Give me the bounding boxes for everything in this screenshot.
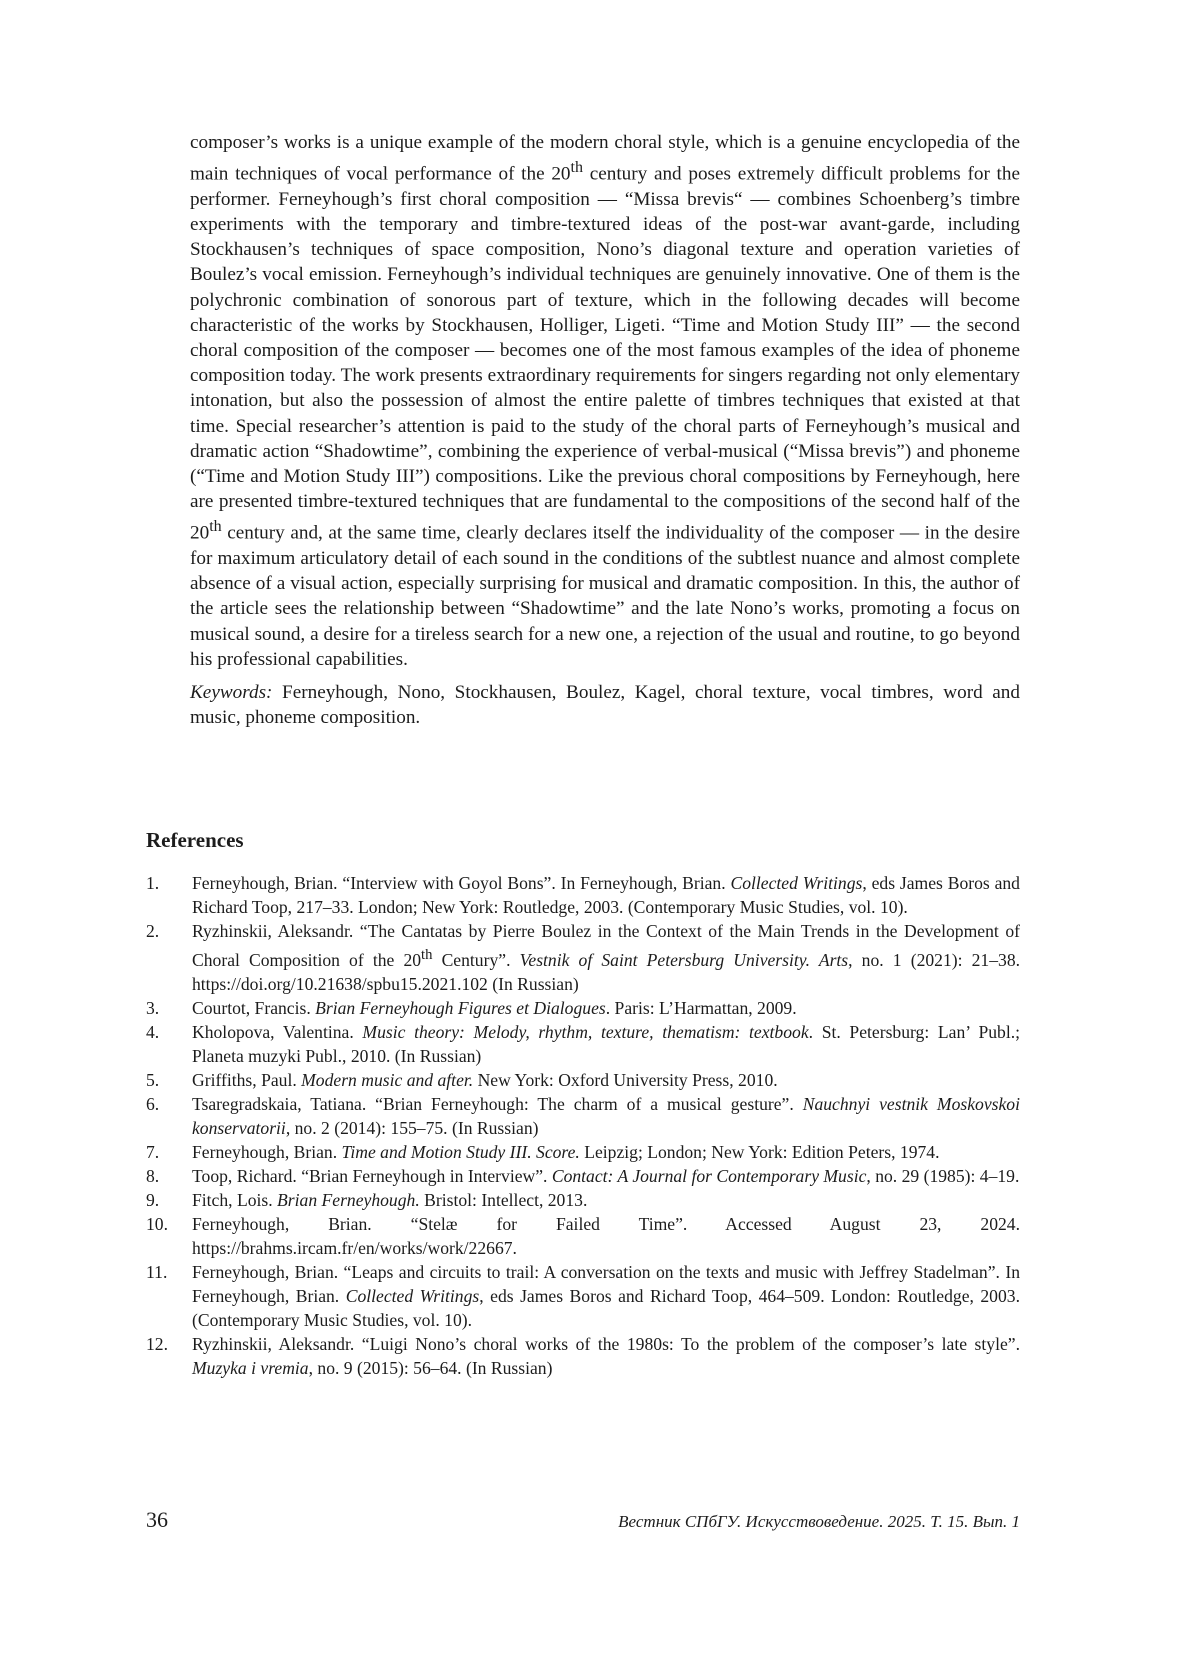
- reference-item: [146, 1020, 1020, 1068]
- reference-part: Ferneyhough, Brian. “Interview with Goyol Bons”. In Ferneyhough, Brian.: [192, 873, 731, 893]
- reference-part: Toop, Richard. “Brian Ferneyhough in Interview”.: [192, 1165, 552, 1186]
- reference-number: 11.: [146, 1261, 168, 1282]
- reference-part: Ferneyhough, Brian. “Stelæ for Failed Time”. Accessed August 23, 2024. https://brahms.ircam.fr/en/works/work/22667.: [192, 1213, 1020, 1258]
- reference-part: , eds James Boros and Richard Toop, 217–33. London; New York: Routledge, 2003. (Contemporary Music Studies, vol. 10).: [192, 873, 1020, 917]
- reference-text: [192, 1332, 1020, 1380]
- reference-number: 10.: [146, 1213, 168, 1234]
- reference-item: [146, 1188, 1020, 1212]
- reference-number: 9.: [146, 1189, 160, 1210]
- reference-text: [192, 1188, 1020, 1212]
- reference-part: , no. 2 (2014): 155–75. (In Russian): [285, 1117, 539, 1138]
- reference-italic: Contact: A Journal for Contemporary Music: [551, 1165, 867, 1186]
- reference-part: New York: Oxford University Press, 2010.: [473, 1069, 778, 1090]
- reference-text: [192, 1164, 1020, 1188]
- superscript-ordinal: th: [209, 518, 222, 536]
- reference-part: , eds James Boros and Richard Toop, 464–509. London: Routledge, 2003. (Contemporary Music Studies, vol. 10).: [192, 1285, 1020, 1330]
- reference-part: Griffiths, Paul.: [192, 1069, 302, 1090]
- reference-part: Ferneyhough, Brian. “Leaps and circuits to trail: A conversation on the texts and music with Jeffrey Stadelman”. In Ferneyhough, Brian.: [192, 1261, 1020, 1306]
- reference-italic: Brian Ferneyhough Figures et Dialogues: [315, 997, 606, 1018]
- reference-number: 2.: [146, 921, 160, 941]
- reference-text: [192, 1212, 1020, 1260]
- reference-number: 8.: [146, 1165, 160, 1186]
- reference-text: [192, 1260, 1020, 1332]
- reference-part: Ryzhinskii, Aleksandr. “Luigi Nono’s choral works of the 1980s: To the problem of the composer’s late style”.: [192, 1333, 1020, 1354]
- references-heading: References: [146, 828, 244, 852]
- reference-part: Courtot, Francis.: [192, 997, 316, 1018]
- reference-part: , no. 29 (1985): 4–19.: [866, 1165, 1020, 1186]
- reference-italic: Muzyka i vremia: [192, 1357, 309, 1378]
- reference-item: [146, 919, 1020, 996]
- reference-number: 5.: [146, 1069, 160, 1090]
- reference-part: . Paris: L’Harmattan, 2009.: [605, 997, 797, 1018]
- reference-italic: Brian Ferneyhough.: [277, 1189, 420, 1210]
- reference-item: [146, 1332, 1020, 1380]
- reference-part: Fitch, Lois.: [192, 1189, 278, 1210]
- reference-part: Bristol: Intellect, 2013.: [419, 1189, 588, 1210]
- superscript-ordinal: th: [421, 947, 433, 963]
- references-list: [146, 871, 1020, 1380]
- abstract-section: [190, 130, 1020, 730]
- abstract-text: century and, at the same time, clearly declares itself the individuality of the composer — in the desire for maximum articulatory detail of each sound in the conditions of the subtlest nuance and almost complete absence of a visual action, especially surprising for musical and dramatic composition. In this, the author of the article sees the relationship between “Shadowtime” and the late Nono’s works, promoting a focus on musical sound, a desire for a tireless search for a new one, a rejection of the usual and routine, to go beyond his professional capabilities.: [190, 522, 1020, 670]
- reference-text: [192, 1092, 1020, 1140]
- reference-number: 3.: [146, 997, 160, 1018]
- reference-item: [146, 871, 1020, 919]
- reference-italic: Time and Motion Study III. Score.: [341, 1141, 580, 1162]
- reference-item: [146, 1164, 1020, 1188]
- reference-part: Tsaregradskaia, Tatiana. “Brian Ferneyhough: The charm of a musical gesture”.: [192, 1093, 803, 1114]
- reference-part: Ferneyhough, Brian.: [192, 1141, 342, 1162]
- superscript-ordinal: th: [570, 159, 583, 177]
- reference-italic: Nauchnyi vestnik Moskovskoi konservatorii: [192, 1093, 1020, 1138]
- reference-text: [192, 871, 1020, 919]
- reference-part: . St. Petersburg: Lan’ Publ.; Planeta muzyki Publ., 2010. (In Russian): [192, 1021, 1021, 1066]
- reference-text: [192, 1020, 1020, 1068]
- reference-number: 1.: [146, 873, 160, 893]
- reference-item: [146, 1092, 1020, 1140]
- reference-text: [192, 919, 1020, 996]
- abstract-paragraph: [190, 130, 1020, 672]
- keywords-text: Ferneyhough, Nono, Stockhausen, Boulez, Kagel, choral texture, vocal timbres, word and music, phoneme composition.: [190, 682, 1020, 729]
- reference-number: 4.: [146, 1021, 160, 1042]
- abstract-text: composer’s works is a unique example of the modern choral style, which is a genuine encyclopedia of the main techniques of vocal performance of the 20: [190, 132, 1020, 185]
- reference-item: [146, 1260, 1020, 1332]
- reference-italic: Modern music and after.: [301, 1069, 474, 1090]
- reference-part: Century”.: [432, 949, 520, 970]
- journal-running-footer: Вестник СПбГУ. Искусствоведение. 2025. Т. 15. Вып. 1: [618, 1512, 1020, 1531]
- reference-item: [146, 1140, 1020, 1164]
- reference-part: Kholopova, Valentina.: [192, 1021, 363, 1042]
- reference-item: [146, 1212, 1020, 1260]
- reference-italic: Vestnik of Saint Petersburg University. Arts: [519, 949, 849, 970]
- reference-number: 12.: [146, 1333, 168, 1354]
- abstract-text: century and poses extremely difficult problems for the performer. Ferneyhough’s first choral composition — “Missa brevis“ — combines Schoenberg’s timbre experiments with the temporary and timbre-textured ideas of the post-war avant-garde, including Stockhausen’s techniques of space composition, Nono’s diagonal texture and operation varieties of Boulez’s vocal emission. Ferneyhough’s individual techniques are genuinely innovative. One of them is the polychronic combination of sonorous part of texture, which in the following decades will become characteristic of the works by Stockhausen, Holliger, Ligeti. “Time and Motion Study III” — the second choral composition of the composer — becomes one of the most famous examples of the idea of phoneme composition today. The work presents extraordinary requirements for singers regarding not only elementary intonation, but also the possession of almost the entire palette of timbres techniques that existed at that time. Special researcher’s attention is paid to the study of the choral parts of Ferneyhough’s musical and dramatic action “Shadowtime”, combining the experience of verbal-musical (“Missa brevis”) and phoneme (“Time and Motion Study III”) compositions. Like the previous choral compositions by Ferneyhough, here are presented timbre-textured techniques that are fundamental to the compositions of the second half of the 20: [190, 163, 1020, 544]
- reference-part: Leipzig; London; New York: Edition Peters, 1974.: [579, 1141, 940, 1162]
- reference-number: 7.: [146, 1141, 160, 1162]
- reference-italic: Music theory: Melody, rhythm, texture, thematism: textbook: [362, 1021, 809, 1042]
- keywords-paragraph: [190, 680, 1020, 730]
- reference-item: [146, 996, 1020, 1020]
- reference-italic: Collected Writings: [730, 873, 863, 893]
- page-number: 36: [146, 1507, 168, 1532]
- reference-item: [146, 1068, 1020, 1092]
- reference-part: , no. 9 (2015): 56–64. (In Russian): [308, 1357, 553, 1378]
- reference-number: 6.: [146, 1093, 160, 1114]
- reference-text: [192, 1140, 1020, 1164]
- reference-text: [192, 1068, 1020, 1092]
- reference-part: , no. 1 (2021): 21–38. https://doi.org/10.21638/spbu15.2021.102 (In Russian): [192, 949, 1021, 994]
- keywords-label: Keywords:: [190, 682, 273, 704]
- reference-italic: Collected Writings: [345, 1285, 480, 1306]
- reference-part: Ryzhinskii, Aleksandr. “The Cantatas by Pierre Boulez in the Context of the Main Trends in the Development of Choral Composition of the 20: [192, 921, 1020, 970]
- reference-text: [192, 996, 1020, 1020]
